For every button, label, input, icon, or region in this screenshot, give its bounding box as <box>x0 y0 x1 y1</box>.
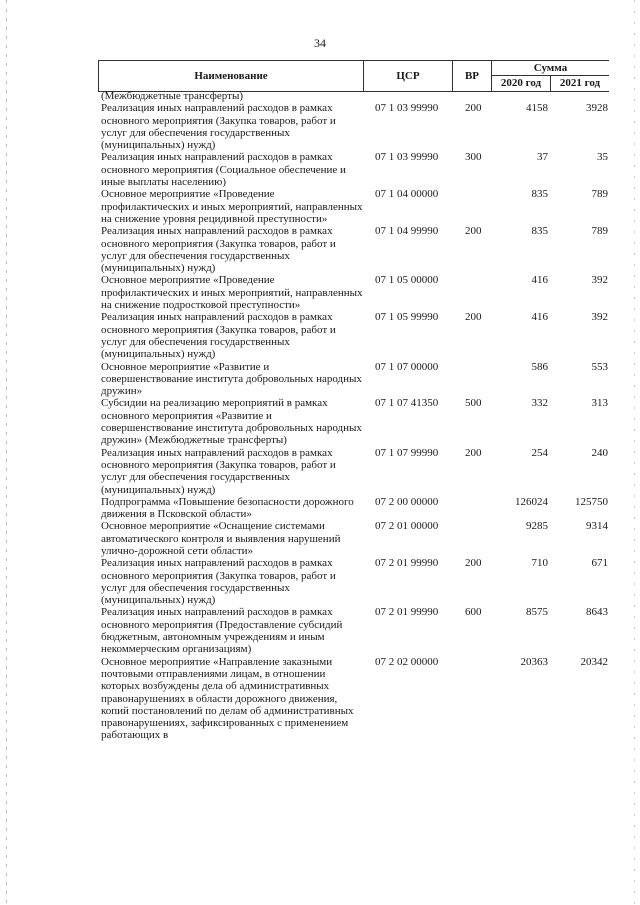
row-sum-2020: 9285 <box>526 520 548 533</box>
page-number: 34 <box>314 36 326 50</box>
row-name: Реализация иных направлений расходов в рамках основного мероприятия (Закупка товаров, работ и услуг для обеспечения государственных (муниципальных) нужд) <box>101 102 336 152</box>
row-sum-2021: 789 <box>591 225 608 238</box>
row-csr: 07 2 00 00000 <box>375 495 439 508</box>
table-body <box>101 90 611 742</box>
row-csr: 07 2 02 00000 <box>375 655 439 668</box>
row-sum-2021: 392 <box>591 274 608 287</box>
scan-edge <box>634 0 635 905</box>
row-vr: 200 <box>465 311 482 324</box>
column-header-year-2020: 2020 год <box>492 76 551 91</box>
row-name: Реализация иных направлений расходов в рамках основного мероприятия (Закупка товаров, работ и услуг для обеспечения государственных (муниципальных) нужд) <box>101 225 336 275</box>
column-header-csr: ЦСР <box>364 61 453 91</box>
row-csr: 07 1 05 99990 <box>375 311 439 324</box>
row-sum-2021: 553 <box>591 360 608 373</box>
row-csr: 07 1 05 00000 <box>375 274 439 287</box>
row-name: Основное мероприятие «Направление заказными почтовыми отправлениями лицам, в отношении которых возбуждены дела об административных правонарушениях в области дорожного движения, копий постановлений по делам об административных правонарушениях, зафиксированных с применением работающих в <box>101 655 354 742</box>
table-row <box>101 151 611 188</box>
row-name: Субсидии на реализацию мероприятий в рамках основного мероприятия «Развитие и совершенствование института добровольных народных дружин» (Межбюджетные трансферты) <box>101 397 362 447</box>
row-name: Подпрограмма «Повышение безопасности дорожного движения в Псковской области» <box>101 495 354 521</box>
row-sum-2020: 126024 <box>515 495 548 508</box>
row-name: Основное мероприятие «Проведение профилактических и иных мероприятий, направленных на снижение уровня рецидивной преступности» <box>101 188 363 225</box>
sum-label: Сумма <box>533 62 568 74</box>
column-header-year-2021: 2021 год <box>559 77 601 89</box>
row-name: Реализация иных направлений расходов в рамках основного мероприятия (Предоставление субсидий бюджетным, автономным учреждениям и иным некоммерческим организациям) <box>101 606 343 656</box>
row-csr: 07 1 04 00000 <box>375 188 439 201</box>
row-sum-2020: 835 <box>531 225 548 238</box>
row-sum-2021: 789 <box>591 188 608 201</box>
row-sum-2021: 313 <box>591 397 608 410</box>
row-sum-2020: 254 <box>531 446 548 459</box>
row-sum-2020: 20363 <box>520 655 548 668</box>
table-row <box>101 225 611 274</box>
row-csr: 07 2 01 99990 <box>375 557 439 570</box>
table-row <box>101 557 611 606</box>
row-name: Реализация иных направлений расходов в рамках основного мероприятия (Закупка товаров, работ и услуг для обеспечения государственных (муниципальных) нужд) <box>101 557 336 607</box>
table-row <box>101 274 611 311</box>
row-sum-2020: 4158 <box>526 102 548 115</box>
row-sum-2021: 35 <box>597 151 608 164</box>
row-name: (Межбюджетные трансферты) <box>101 90 243 102</box>
table-row <box>101 496 611 521</box>
table-header <box>98 60 609 92</box>
row-sum-2020: 8575 <box>526 606 548 619</box>
row-vr: 200 <box>465 446 482 459</box>
table-row <box>101 447 611 496</box>
table-row <box>101 90 611 102</box>
row-sum-2021: 9314 <box>586 520 608 533</box>
column-header-vr: ВР <box>453 61 492 91</box>
row-sum-2021: 392 <box>591 311 608 324</box>
row-name: Основное мероприятие «Оснащение системами автоматического контроля и выявления нарушений улично-дорожной сети области» <box>101 520 341 557</box>
row-vr: 600 <box>465 606 482 619</box>
table-row <box>101 102 611 151</box>
row-name: Реализация иных направлений расходов в рамках основного мероприятия (Социальное обеспечение и иные выплаты населению) <box>101 151 346 189</box>
row-sum-2020: 37 <box>537 151 548 164</box>
row-csr: 07 2 01 99990 <box>375 606 439 619</box>
row-vr: 200 <box>465 225 482 238</box>
row-sum-2020: 710 <box>531 557 548 570</box>
row-sum-2020: 416 <box>531 311 548 324</box>
row-vr: 200 <box>465 557 482 570</box>
row-csr: 07 1 07 99990 <box>375 446 439 459</box>
row-csr: 07 2 01 00000 <box>375 520 439 533</box>
row-csr: 07 1 04 99990 <box>375 225 439 238</box>
row-name: Реализация иных направлений расходов в рамках основного мероприятия (Закупка товаров, работ и услуг для обеспечения государственных (муниципальных) нужд) <box>101 446 336 496</box>
row-sum-2020: 332 <box>531 397 548 410</box>
row-name: Основное мероприятие «Проведение профилактических и иных мероприятий, направленных на снижение подростковой преступности» <box>101 274 363 312</box>
table-row <box>101 397 611 446</box>
row-sum-2021: 8643 <box>586 606 608 619</box>
row-sum-2020: 835 <box>531 188 548 201</box>
row-csr: 07 1 07 41350 <box>375 397 439 410</box>
table-row <box>101 188 611 225</box>
table-row <box>101 606 611 655</box>
row-sum-2021: 671 <box>591 557 608 570</box>
scan-edge <box>6 0 7 905</box>
column-header-sum <box>492 61 609 91</box>
row-sum-2021: 240 <box>591 446 608 459</box>
table-row <box>101 520 611 557</box>
row-csr: 07 1 07 00000 <box>375 360 439 373</box>
row-sum-2021: 3928 <box>586 102 608 115</box>
table-row <box>101 656 611 742</box>
row-vr: 200 <box>465 102 482 115</box>
table-row <box>101 311 611 360</box>
row-vr: 500 <box>465 397 482 410</box>
row-sum-2021: 125750 <box>575 495 608 508</box>
row-csr: 07 1 03 99990 <box>375 151 439 164</box>
row-sum-2021: 20342 <box>580 655 608 668</box>
row-vr: 300 <box>465 151 482 164</box>
row-name: Реализация иных направлений расходов в рамках основного мероприятия (Закупка товаров, работ и услуг для обеспечения государственных (муниципальных) нужд) <box>101 311 336 361</box>
table-row <box>101 361 611 398</box>
row-sum-2020: 586 <box>531 360 548 373</box>
row-csr: 07 1 03 99990 <box>375 102 439 115</box>
row-name: Основное мероприятие «Развитие и совершенствование института добровольных народных дружин» <box>101 360 362 398</box>
row-sum-2020: 416 <box>531 274 548 287</box>
column-header-name: Наименование <box>99 61 364 91</box>
